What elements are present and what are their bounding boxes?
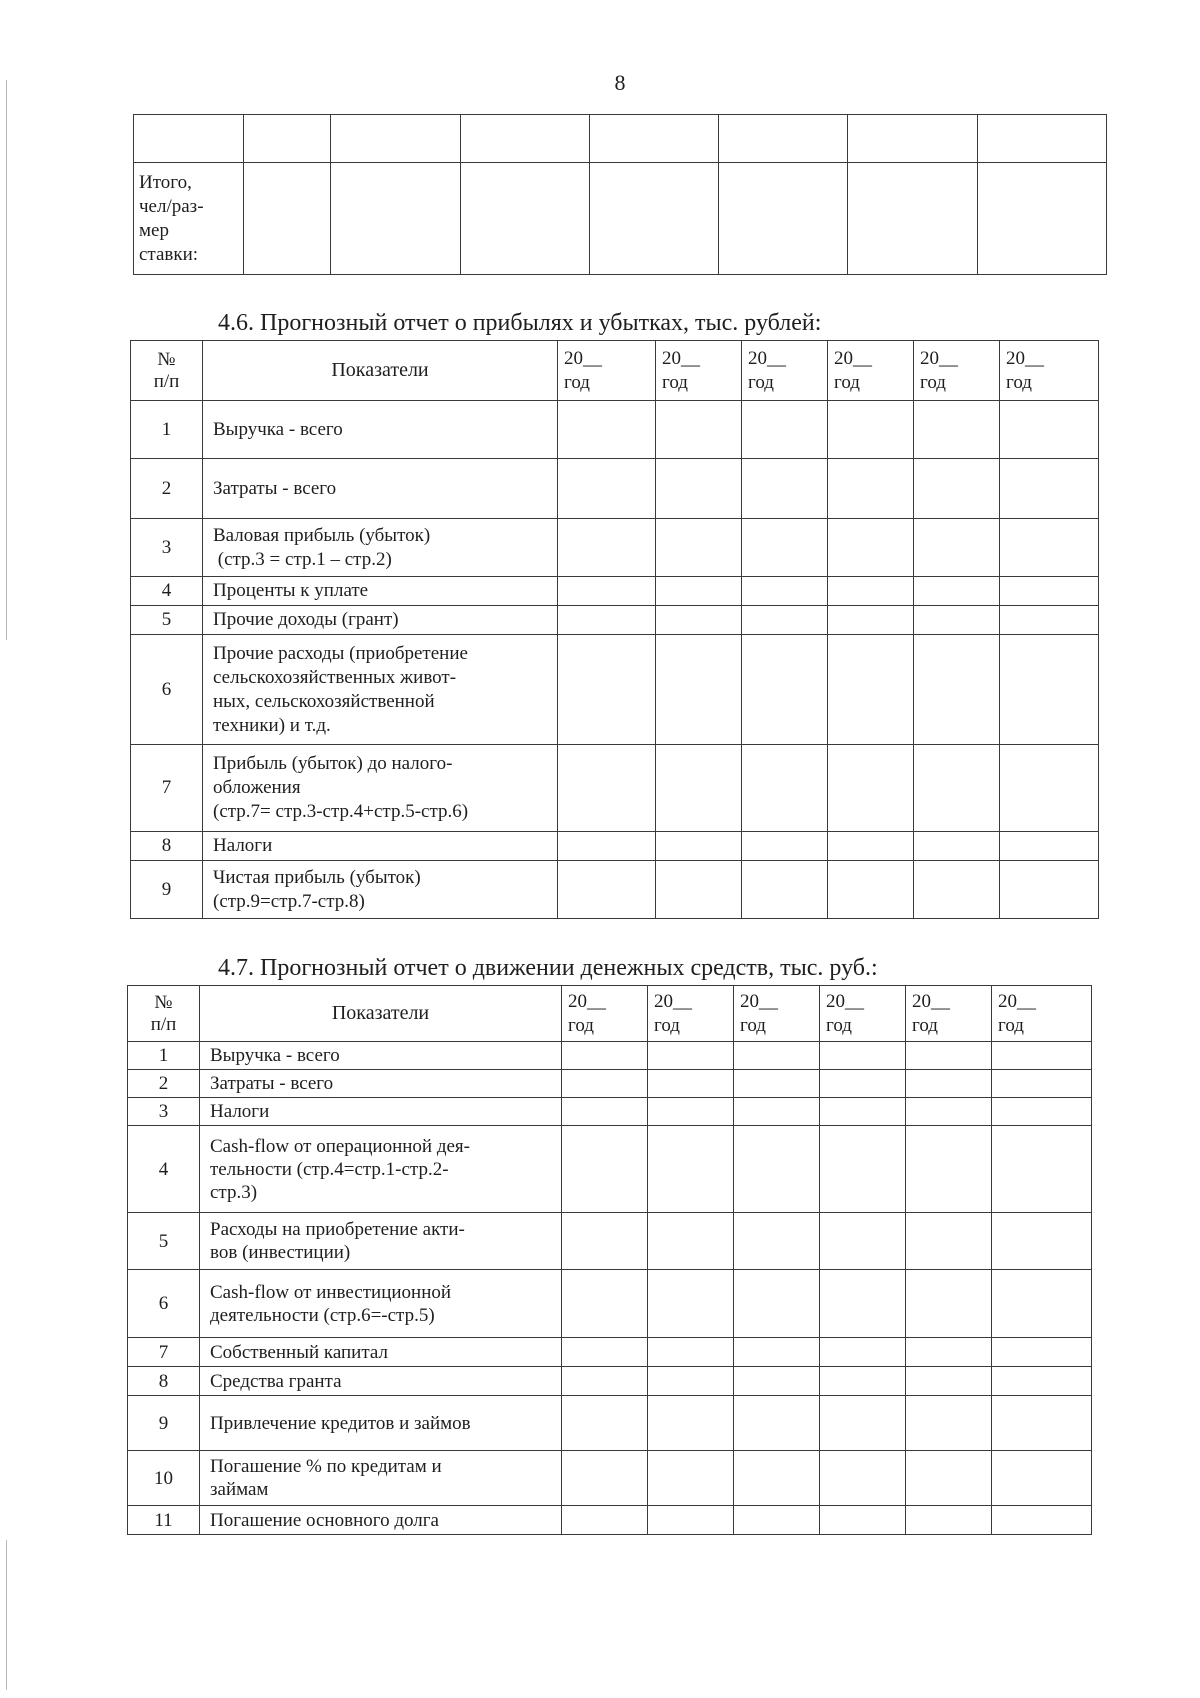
table-row <box>131 606 1099 635</box>
scan-edge-line <box>6 80 7 640</box>
header-num <box>131 341 203 401</box>
indicator-line: Выручка - всего <box>210 1045 340 1066</box>
year-value-cell[interactable] <box>734 1070 820 1098</box>
header-year-value: 20__ <box>654 990 692 1012</box>
table-row <box>128 1213 1092 1270</box>
year-value-cell[interactable] <box>820 1213 906 1270</box>
year-value-cell[interactable] <box>656 606 742 635</box>
row-indicator <box>200 1338 562 1367</box>
year-value-cell[interactable] <box>828 861 914 919</box>
row-indicator <box>200 1042 562 1070</box>
year-value-cell[interactable] <box>562 1270 648 1338</box>
year-value-cell[interactable] <box>1000 401 1099 459</box>
year-value-cell[interactable] <box>656 519 742 577</box>
header-num-line: № <box>154 991 173 1013</box>
table-cell <box>848 115 978 163</box>
header-year-value: 20__ <box>568 990 606 1012</box>
indicator-line: Затраты - всего <box>213 477 337 499</box>
indicator-line: Cash-flow от операционной дея- <box>210 1135 470 1157</box>
table-row <box>128 1367 1092 1396</box>
indicator-line: Прибыль (убыток) до налого- <box>213 753 453 774</box>
year-value-cell[interactable] <box>558 861 656 919</box>
year-value-cell[interactable] <box>914 459 1000 519</box>
year-value-cell[interactable] <box>1000 577 1099 606</box>
total-label-line: мер <box>139 219 169 241</box>
table-cell <box>719 115 848 163</box>
staff-table-continuation <box>133 114 1107 275</box>
year-value-cell[interactable] <box>742 606 828 635</box>
indicator-line: Погашение % по кредитам и <box>210 1456 442 1477</box>
table-row <box>128 1396 1092 1451</box>
table-cell <box>461 163 590 275</box>
table-row <box>131 519 1099 577</box>
cash-table-body <box>128 1042 1092 1535</box>
year-value-cell[interactable] <box>820 1042 906 1070</box>
year-value-cell[interactable] <box>562 1213 648 1270</box>
table-cell <box>331 163 461 275</box>
header-year-suffix: год <box>568 1014 594 1036</box>
header-num-line: п/п <box>153 370 180 392</box>
indicator-line: (стр.7= стр.3-стр.4+стр.5-стр.6) <box>213 801 469 822</box>
year-value-cell[interactable] <box>734 1506 820 1535</box>
year-value-cell[interactable] <box>914 635 1000 745</box>
row-number: 5 <box>128 1213 200 1270</box>
header-year-suffix: год <box>564 371 590 393</box>
year-value-cell[interactable] <box>734 1451 820 1506</box>
table-cell <box>331 115 461 163</box>
header-year-suffix: год <box>920 371 946 393</box>
year-value-cell[interactable] <box>742 459 828 519</box>
year-value-cell[interactable] <box>906 1506 992 1535</box>
year-value-cell[interactable] <box>992 1042 1092 1070</box>
year-value-cell[interactable] <box>648 1042 734 1070</box>
header-year-suffix: год <box>740 1014 766 1036</box>
year-value-cell[interactable] <box>648 1367 734 1396</box>
table-cell <box>848 163 978 275</box>
year-value-cell[interactable] <box>562 1451 648 1506</box>
row-indicator <box>200 1126 562 1213</box>
table-row <box>134 163 1107 275</box>
row-indicator <box>200 1270 562 1338</box>
table-cell <box>590 163 719 275</box>
year-value-cell[interactable] <box>558 577 656 606</box>
table-cell <box>244 115 331 163</box>
header-num-line: № <box>157 348 176 370</box>
total-label-cell <box>134 163 244 275</box>
indicator-line: сельскохозяйственных живот- <box>213 666 457 688</box>
year-value-cell[interactable] <box>648 1506 734 1535</box>
total-label-line: ставки: <box>139 243 199 265</box>
header-indicators: Показатели <box>203 341 558 401</box>
indicator-line: Проценты к уплате <box>213 580 369 601</box>
year-value-cell[interactable] <box>742 577 828 606</box>
header-year <box>1000 341 1099 401</box>
year-value-cell[interactable] <box>906 1042 992 1070</box>
year-value-cell[interactable] <box>734 1098 820 1126</box>
year-value-cell[interactable] <box>906 1451 992 1506</box>
indicator-line: Чистая прибыль (убыток) <box>213 866 421 888</box>
year-value-cell[interactable] <box>562 1070 648 1098</box>
year-value-cell[interactable] <box>558 606 656 635</box>
header-year-value: 20__ <box>912 990 950 1012</box>
table-cell <box>461 115 590 163</box>
indicator-line: Средства гранта <box>210 1370 342 1392</box>
year-value-cell[interactable] <box>914 745 1000 832</box>
table-row <box>134 115 1107 163</box>
year-value-cell[interactable] <box>992 1451 1092 1506</box>
year-value-cell[interactable] <box>820 1367 906 1396</box>
table-cell <box>978 163 1107 275</box>
indicator-line: Налоги <box>213 835 273 856</box>
row-number: 9 <box>128 1396 200 1451</box>
header-year-suffix: год <box>834 371 860 393</box>
row-indicator <box>200 1506 562 1535</box>
header-year-suffix: год <box>826 1014 852 1036</box>
indicator-line: (стр.3 = стр.1 – стр.2) <box>213 548 392 570</box>
table-header-row <box>128 986 1092 1042</box>
year-value-cell[interactable] <box>558 832 656 861</box>
header-num <box>128 986 200 1042</box>
table-row <box>131 459 1099 519</box>
table-cell <box>134 115 244 163</box>
year-value-cell[interactable] <box>648 1270 734 1338</box>
indicator-line: Погашение основного долга <box>210 1509 439 1531</box>
year-value-cell[interactable] <box>1000 861 1099 919</box>
year-value-cell[interactable] <box>820 1451 906 1506</box>
row-number: 8 <box>128 1367 200 1396</box>
header-year <box>656 341 742 401</box>
year-value-cell[interactable] <box>562 1396 648 1451</box>
year-value-cell[interactable] <box>820 1506 906 1535</box>
header-year <box>558 341 656 401</box>
year-value-cell[interactable] <box>820 1338 906 1367</box>
table-row <box>131 577 1099 606</box>
year-value-cell[interactable] <box>648 1126 734 1213</box>
year-value-cell[interactable] <box>906 1367 992 1396</box>
year-value-cell[interactable] <box>828 635 914 745</box>
row-number: 5 <box>131 606 203 635</box>
year-value-cell[interactable] <box>906 1396 992 1451</box>
total-label-line: Итого, <box>139 171 192 193</box>
row-indicator <box>203 832 558 861</box>
table-row <box>128 1070 1092 1098</box>
header-year-value: 20__ <box>998 990 1036 1012</box>
table-row <box>128 1451 1092 1506</box>
year-value-cell[interactable] <box>828 401 914 459</box>
table-header-row <box>131 341 1099 401</box>
row-indicator <box>203 577 558 606</box>
year-value-cell[interactable] <box>734 1396 820 1451</box>
year-value-cell[interactable] <box>648 1396 734 1451</box>
header-year <box>992 986 1092 1042</box>
year-value-cell[interactable] <box>906 1098 992 1126</box>
header-year <box>648 986 734 1042</box>
row-indicator <box>203 401 558 459</box>
year-value-cell[interactable] <box>562 1126 648 1213</box>
year-value-cell[interactable] <box>906 1338 992 1367</box>
year-value-cell[interactable] <box>648 1098 734 1126</box>
year-value-cell[interactable] <box>558 519 656 577</box>
table-row <box>128 1098 1092 1126</box>
header-year <box>742 341 828 401</box>
row-number: 1 <box>131 401 203 459</box>
year-value-cell[interactable] <box>1000 519 1099 577</box>
year-value-cell[interactable] <box>820 1098 906 1126</box>
year-value-cell[interactable] <box>656 861 742 919</box>
indicator-line: стр.3) <box>210 1181 258 1203</box>
year-value-cell[interactable] <box>734 1213 820 1270</box>
header-year-suffix: год <box>662 371 688 393</box>
indicator-line: Прочие расходы (приобретение <box>213 642 468 664</box>
table-row <box>131 745 1099 832</box>
header-year-suffix: год <box>912 1014 938 1036</box>
year-value-cell[interactable] <box>648 1070 734 1098</box>
indicator-line: ных, сельскохозяйственной <box>213 690 435 712</box>
row-indicator <box>200 1098 562 1126</box>
header-year-value: 20__ <box>662 347 700 369</box>
year-value-cell[interactable] <box>656 745 742 832</box>
header-year <box>562 986 648 1042</box>
year-value-cell[interactable] <box>828 519 914 577</box>
year-value-cell[interactable] <box>992 1126 1092 1213</box>
year-value-cell[interactable] <box>906 1270 992 1338</box>
row-indicator <box>203 606 558 635</box>
row-indicator <box>200 1070 562 1098</box>
row-indicator <box>200 1396 562 1451</box>
year-value-cell[interactable] <box>820 1070 906 1098</box>
year-value-cell[interactable] <box>734 1126 820 1213</box>
indicator-line: займам <box>210 1479 269 1500</box>
row-number: 4 <box>128 1126 200 1213</box>
year-value-cell[interactable] <box>648 1451 734 1506</box>
cash-section-title: 4.7. Прогнозный отчет о движении денежных средств, тыс. руб.: <box>218 955 878 981</box>
year-value-cell[interactable] <box>656 635 742 745</box>
year-value-cell[interactable] <box>820 1270 906 1338</box>
year-value-cell[interactable] <box>992 1098 1092 1126</box>
indicator-line: деятельности (стр.6=-стр.5) <box>210 1304 435 1326</box>
row-number: 10 <box>128 1451 200 1506</box>
total-label-line: чел/раз- <box>139 195 204 217</box>
year-value-cell[interactable] <box>734 1042 820 1070</box>
indicator-line: Привлечение кредитов и займов <box>210 1412 471 1434</box>
year-value-cell[interactable] <box>656 577 742 606</box>
year-value-cell[interactable] <box>906 1126 992 1213</box>
table-row <box>131 861 1099 919</box>
table-row <box>128 1506 1092 1535</box>
table-row <box>128 1270 1092 1338</box>
year-value-cell[interactable] <box>992 1070 1092 1098</box>
year-value-cell[interactable] <box>1000 745 1099 832</box>
year-value-cell[interactable] <box>1000 635 1099 745</box>
year-value-cell[interactable] <box>562 1506 648 1535</box>
header-year-value: 20__ <box>564 347 602 369</box>
indicator-line: вов (инвестиции) <box>210 1242 351 1263</box>
table-row <box>131 401 1099 459</box>
year-value-cell[interactable] <box>992 1367 1092 1396</box>
year-value-cell[interactable] <box>992 1506 1092 1535</box>
row-number: 4 <box>131 577 203 606</box>
page-number: 8 <box>614 70 626 95</box>
row-number: 7 <box>128 1338 200 1367</box>
year-value-cell[interactable] <box>1000 459 1099 519</box>
year-value-cell[interactable] <box>742 745 828 832</box>
year-value-cell[interactable] <box>742 861 828 919</box>
table-cell <box>244 163 331 275</box>
year-value-cell[interactable] <box>914 401 1000 459</box>
year-value-cell[interactable] <box>558 459 656 519</box>
year-value-cell[interactable] <box>828 606 914 635</box>
header-year-suffix: год <box>748 371 774 393</box>
year-value-cell[interactable] <box>992 1270 1092 1338</box>
table-row <box>128 1126 1092 1213</box>
year-value-cell[interactable] <box>558 745 656 832</box>
year-value-cell[interactable] <box>820 1126 906 1213</box>
row-number: 6 <box>128 1270 200 1338</box>
year-value-cell[interactable] <box>648 1338 734 1367</box>
row-indicator <box>203 519 558 577</box>
year-value-cell[interactable] <box>914 577 1000 606</box>
row-number: 3 <box>128 1098 200 1126</box>
table-row <box>128 1338 1092 1367</box>
indicator-line: обложения <box>213 777 301 798</box>
header-year-value: 20__ <box>834 347 872 369</box>
year-value-cell[interactable] <box>828 745 914 832</box>
row-indicator <box>203 635 558 745</box>
year-value-cell[interactable] <box>1000 832 1099 861</box>
year-value-cell[interactable] <box>992 1396 1092 1451</box>
year-value-cell[interactable] <box>656 832 742 861</box>
header-num-line: п/п <box>150 1013 177 1035</box>
year-value-cell[interactable] <box>828 577 914 606</box>
table-cell <box>978 115 1107 163</box>
row-number: 7 <box>131 745 203 832</box>
header-year-value: 20__ <box>740 990 778 1012</box>
indicator-line: техники) и т.д. <box>213 714 331 736</box>
year-value-cell[interactable] <box>558 635 656 745</box>
table-row <box>131 832 1099 861</box>
year-value-cell[interactable] <box>562 1042 648 1070</box>
row-indicator <box>203 459 558 519</box>
year-value-cell[interactable] <box>914 519 1000 577</box>
indicator-line: Cash-flow от инвестиционной <box>210 1281 452 1303</box>
row-number: 9 <box>131 861 203 919</box>
year-value-cell[interactable] <box>906 1070 992 1098</box>
scan-edge-line <box>6 1540 7 1690</box>
year-value-cell[interactable] <box>742 635 828 745</box>
year-value-cell[interactable] <box>906 1213 992 1270</box>
row-indicator <box>203 861 558 919</box>
header-year-suffix: год <box>998 1014 1024 1036</box>
indicator-line: Валовая прибыль (убыток) <box>213 524 431 546</box>
year-value-cell[interactable] <box>820 1396 906 1451</box>
year-value-cell[interactable] <box>742 519 828 577</box>
year-value-cell[interactable] <box>742 832 828 861</box>
indicator-line: Затраты - всего <box>210 1073 334 1094</box>
year-value-cell[interactable] <box>734 1338 820 1367</box>
header-year <box>820 986 906 1042</box>
year-value-cell[interactable] <box>914 606 1000 635</box>
indicator-line: Налоги <box>210 1101 270 1122</box>
header-year <box>734 986 820 1042</box>
header-year-value: 20__ <box>826 990 864 1012</box>
year-value-cell[interactable] <box>558 401 656 459</box>
row-number: 2 <box>131 459 203 519</box>
row-number: 6 <box>131 635 203 745</box>
header-year-value: 20__ <box>1006 347 1044 369</box>
year-value-cell[interactable] <box>562 1367 648 1396</box>
indicator-line: Прочие доходы (грант) <box>213 609 399 630</box>
year-value-cell[interactable] <box>734 1367 820 1396</box>
row-number: 2 <box>128 1070 200 1098</box>
header-year-value: 20__ <box>748 347 786 369</box>
row-indicator <box>200 1451 562 1506</box>
indicator-line: (стр.9=стр.7-стр.8) <box>213 890 365 912</box>
indicator-line: Выручка - всего <box>213 418 343 440</box>
header-indicators: Показатели <box>200 986 562 1042</box>
header-year <box>906 986 992 1042</box>
header-year-suffix: год <box>654 1014 680 1036</box>
header-year <box>828 341 914 401</box>
year-value-cell[interactable] <box>734 1270 820 1338</box>
header-year-suffix: год <box>1006 371 1032 393</box>
year-value-cell[interactable] <box>1000 606 1099 635</box>
table-row <box>128 1042 1092 1070</box>
row-indicator <box>200 1213 562 1270</box>
year-value-cell[interactable] <box>656 459 742 519</box>
row-number: 3 <box>131 519 203 577</box>
year-value-cell[interactable] <box>562 1338 648 1367</box>
year-value-cell[interactable] <box>562 1098 648 1126</box>
year-value-cell[interactable] <box>992 1213 1092 1270</box>
row-indicator <box>203 745 558 832</box>
year-value-cell[interactable] <box>828 459 914 519</box>
header-year-value: 20__ <box>920 347 958 369</box>
row-number: 8 <box>131 832 203 861</box>
year-value-cell[interactable] <box>914 832 1000 861</box>
profit-section-title: 4.6. Прогнозный отчет о прибылях и убытках, тыс. рублей: <box>218 310 822 336</box>
table-row <box>131 635 1099 745</box>
indicator-line: Собственный капитал <box>210 1341 388 1363</box>
indicator-line: Расходы на приобретение акти- <box>210 1219 465 1240</box>
row-number: 1 <box>128 1042 200 1070</box>
header-year <box>914 341 1000 401</box>
row-indicator <box>200 1367 562 1396</box>
indicator-line: тельности (стр.4=стр.1-стр.2- <box>210 1158 449 1180</box>
year-value-cell[interactable] <box>828 832 914 861</box>
profit-loss-table <box>130 340 1099 919</box>
year-value-cell[interactable] <box>656 401 742 459</box>
row-number: 11 <box>128 1506 200 1535</box>
cash-flow-table <box>127 985 1092 1535</box>
profit-table-body <box>131 401 1099 919</box>
table-cell <box>719 163 848 275</box>
year-value-cell[interactable] <box>648 1213 734 1270</box>
table-cell <box>590 115 719 163</box>
year-value-cell[interactable] <box>992 1338 1092 1367</box>
year-value-cell[interactable] <box>742 401 828 459</box>
year-value-cell[interactable] <box>914 861 1000 919</box>
